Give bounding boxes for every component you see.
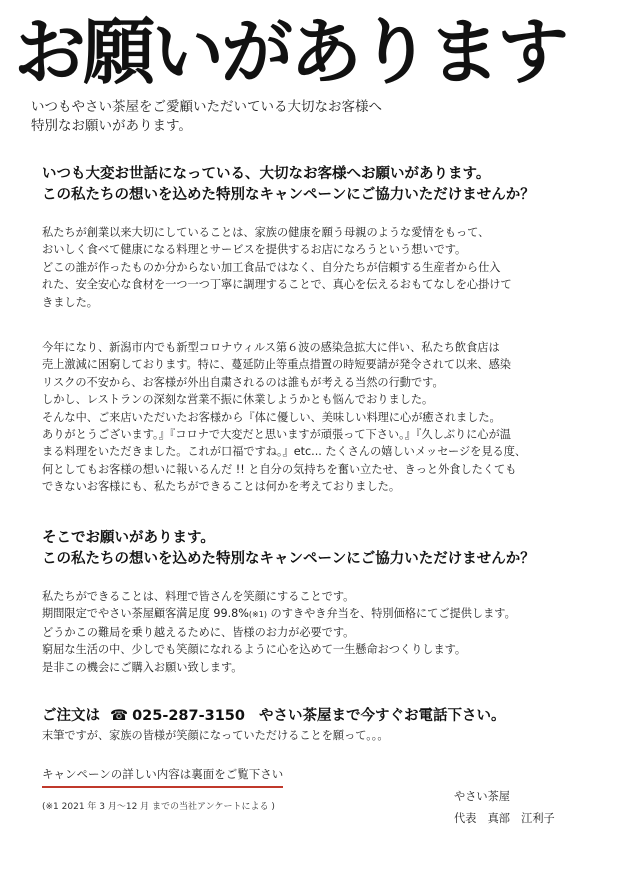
satisfaction-text: 期間限定でやさい茶屋顧客満足度 99.8% (42, 607, 249, 621)
paragraph-line: おいしく食べて健康になる料理とサービスを提供するお店になろうという想いです。 (42, 243, 467, 257)
footnote-marker: (※1) (248, 610, 267, 620)
section1-lead (42, 164, 602, 206)
intro-line: いつもやさい茶屋をご愛顧いただいている大切なお客様へ (31, 99, 382, 115)
lead-line: いつも大変お世話になっている、大切なお客様へお願いがあります。 (42, 166, 491, 182)
intro-text (31, 98, 382, 136)
closing-text: 末筆ですが、家族の皆様が笑顔になっていただけることを願って。。。 (42, 729, 389, 742)
order-line (42, 706, 602, 726)
phone-icon: ☎ (110, 708, 129, 724)
lead-line: そこでお願いがあります。 (42, 530, 215, 546)
phone-number[interactable]: 025-287-3150 (132, 708, 245, 724)
lead-line: この私たちの想いを込めた特別なキャンペーンにご協力いただけませんか？ (42, 551, 535, 567)
paragraph-line: リスクの不安から、お客様が外出自粛されるのは誰もが考える当然の行動です。 (42, 375, 444, 389)
paragraph-line: 今年になり、新潟市内でも新型コロナウィルス第６波の感染急拡大に伴い、私たち飲食店は (42, 341, 500, 354)
paragraph-line: れた、安全安心な食材を一つ一つ丁寧に調理することで、真心を伝えるおもてなしを心掛けて (42, 278, 512, 292)
paragraph-line: きました。 (42, 295, 98, 309)
paragraph-line: どうかこの難局を乗り越えるために、皆様のお力が必要です。 (42, 625, 355, 639)
signature (454, 786, 555, 830)
paragraph-covid (42, 339, 602, 496)
paragraph-founding (42, 224, 602, 311)
paragraph-line: まる料理をいただきました。これが口福ですね。』etc... たくさんの嬉しいメッセージを見る度、 (42, 445, 527, 459)
lead-line: この私たちの想いを込めた特別なキャンペーンにご協力いただけませんか？ (42, 187, 535, 203)
paragraph-line: そんな中、ご来店いただいたお客様から『体に優しい、美味しい料理に心が癒されました。 (42, 410, 501, 424)
paragraph-line: 是非この機会にご購入お願い致します。 (42, 660, 243, 674)
intro-line: 特別なお願いがあります。 (31, 118, 192, 134)
paragraph-line: 私たちが創業以来大切にしていることは、家族の健康を願う母親のような愛情をもって、 (42, 226, 490, 239)
paragraph-line: できないお客様にも、私たちができることは何かを考えておりました。 (42, 480, 401, 494)
paragraph-line: 窮屈な生活の中、少しでも笑顔になれるように心を込めて一生懸命おつくりします。 (42, 643, 467, 657)
paragraph-line: 売上激減に困窮しております。特に、蔓延防止等重点措置の時短要請が発令されて以来、感染 (42, 358, 511, 372)
paragraph-line: 私たちができることは、料理で皆さんを笑顔にすることです。 (42, 590, 355, 603)
paragraph-line: しかし、レストランの深刻な営業不振に休業しようかとも悩んでおりました。 (42, 393, 434, 407)
bento-offer-text: のすきやき弁当を、特別価格にてご提供します。 (266, 607, 516, 621)
order-label: ご注文は (42, 708, 100, 724)
footnote: (※1 2021 年 3 月～12 月 までの当社アンケートによる ) (42, 802, 275, 812)
order-cta: やさい茶屋まで今すぐお電話下さい。 (259, 708, 506, 724)
page-title: お願いがあります (14, 10, 567, 94)
paragraph-line: 何としてもお客様の想いに報いるんだ !! と自分の気持ちを奮い立たせ、きっと外食したくても (42, 462, 517, 476)
representative-name: 代表 真部 江利子 (454, 812, 555, 825)
campaign-details-link[interactable]: キャンペーンの詳しい内容は裏面をご覧下さい (42, 766, 283, 788)
paragraph-line: どこの誰が作ったものか分からない加工食品ではなく、自分たちが信頼する生産者から仕入 (42, 260, 501, 274)
section2-lead (42, 528, 602, 570)
paragraph-campaign (42, 588, 602, 676)
paragraph-line: ありがとうございます。』『コロナで大変だと思いますが頑張って下さい。』『久しぶりに心が温 (42, 428, 511, 442)
paragraph-line (42, 605, 602, 623)
shop-name: やさい茶屋 (454, 790, 510, 803)
